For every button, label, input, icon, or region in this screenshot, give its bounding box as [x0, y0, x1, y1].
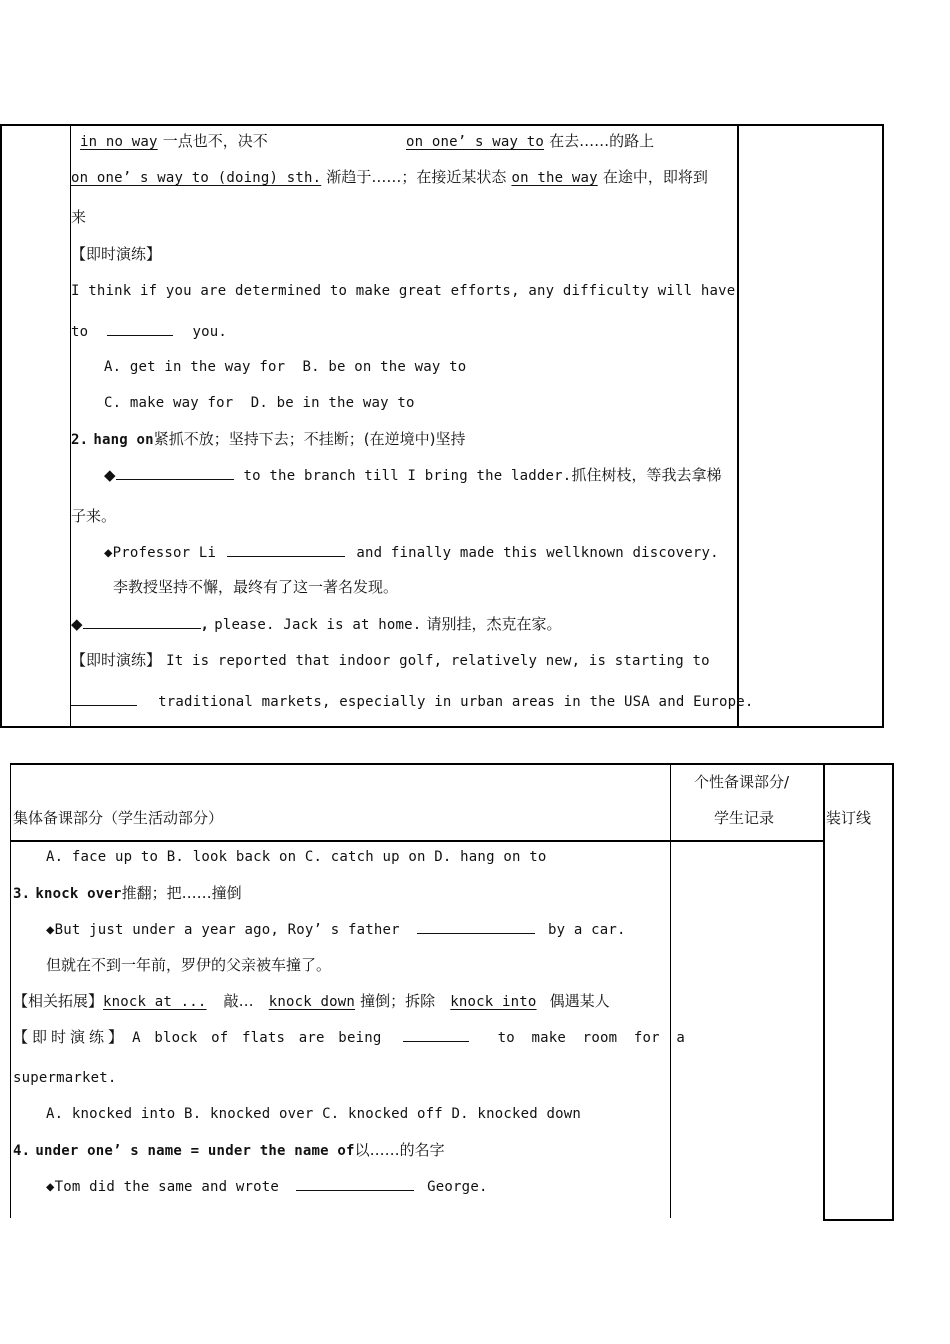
extension-line — [13, 991, 610, 1012]
answer-blank[interactable] — [116, 465, 234, 480]
practice-question — [71, 650, 710, 671]
example-text: , — [200, 617, 210, 633]
option-b: B. be on the way to — [302, 359, 467, 375]
table-divider — [10, 763, 11, 1218]
question-text: you. — [192, 324, 227, 340]
phrase: in no way — [80, 134, 158, 150]
answer-blank[interactable] — [83, 614, 201, 629]
example-line — [104, 465, 721, 486]
answer-blank[interactable] — [71, 691, 137, 706]
table-top — [0, 124, 884, 728]
vocab-line-2 — [71, 167, 708, 188]
example-line — [46, 1176, 488, 1197]
meaning: 渐趋于……；在接近某状态 — [326, 168, 507, 186]
option-line — [104, 393, 415, 413]
phrase: knock down — [268, 994, 356, 1010]
vocab-line-1b — [406, 131, 654, 152]
question-text: A block of flats are being — [132, 1030, 382, 1046]
answer-blank[interactable] — [107, 321, 173, 336]
table-divider — [892, 763, 894, 1221]
phrase: knock into — [450, 994, 537, 1010]
header-group-prep: 集体备课部分（学生活动部分） — [13, 809, 224, 827]
practice-label: 【即时演练】 — [13, 1028, 128, 1046]
example-text: George. — [427, 1179, 488, 1195]
option-line: A. knocked into B. knocked over C. knocked off D. knocked down — [46, 1106, 581, 1122]
item-number: 2. — [71, 432, 89, 448]
item-phrase: under one’ s name = under the name of — [35, 1143, 355, 1159]
example-text: please. Jack is at home. — [214, 617, 422, 633]
example-text: ◆But just under a year ago, Roy’ s father — [46, 922, 400, 938]
option-a: A. get in the way for — [104, 359, 286, 375]
phrase: knock at ... — [103, 994, 207, 1010]
answer-blank[interactable] — [296, 1176, 414, 1191]
example-translation: 子来。 — [71, 507, 117, 525]
item-meaning: 推翻；把……撞倒 — [121, 884, 242, 902]
table-divider — [670, 763, 671, 1218]
header-binding-line: 装订线 — [826, 809, 872, 827]
meaning: 在去……的路上 — [549, 132, 655, 150]
item-phrase: hang on — [93, 432, 154, 448]
item-heading — [71, 429, 465, 450]
option-d: D. be in the way to — [250, 395, 415, 411]
table-divider — [823, 763, 825, 1221]
meaning: 偶遇某人 — [549, 992, 610, 1010]
answer-blank[interactable] — [417, 919, 535, 934]
vocab-line-1 — [80, 131, 268, 152]
option-line: A. face up to B. look back on C. catch up on D. hang on to — [46, 849, 547, 865]
answer-blank[interactable] — [227, 542, 345, 557]
phrase: on the way — [511, 170, 598, 186]
table-border — [823, 1219, 894, 1221]
table-border — [824, 763, 894, 765]
bullet-icon: ◆ — [104, 466, 116, 484]
example-text: ◆Professor Li — [104, 545, 217, 561]
item-meaning: 以……的名字 — [354, 1141, 445, 1159]
example-text: to the branch till I bring the ladder. — [243, 468, 572, 484]
item-number: 3. — [13, 886, 31, 902]
meaning: 敲… — [223, 992, 254, 1010]
table-border — [10, 763, 824, 765]
header-personal-prep: 个性备课部分/ — [694, 773, 790, 791]
example-line — [104, 542, 719, 563]
phrase: on one’ s way to — [406, 134, 545, 150]
item-phrase: knock over — [35, 886, 122, 902]
question-text: traditional markets, especially in urban areas in the USA and Europe. — [158, 694, 754, 710]
item-number: 4. — [13, 1143, 31, 1159]
practice-question-2 — [71, 691, 753, 712]
question-text: It is reported that indoor golf, relatively new, is starting to — [166, 653, 710, 669]
item-heading — [13, 1140, 445, 1161]
example-line — [71, 614, 561, 635]
example-translation: 但就在不到一年前，罗伊的父亲被车撞了。 — [46, 956, 332, 974]
meaning: 在途中，即将到 — [602, 168, 708, 186]
example-text: and finally made this wellknown discovery. — [356, 545, 719, 561]
question-text: to make room for a — [497, 1030, 685, 1046]
example-translation: 李教授坚持不懈，最终有了这一著名发现。 — [113, 578, 399, 596]
table-border — [10, 840, 824, 842]
question-text: I think if you are determined to make great efforts, any difficulty will have — [71, 283, 736, 299]
table-divider — [737, 126, 739, 726]
item-meaning: 紧抓不放；坚持下去；不挂断；(在逆境中)坚持 — [153, 430, 466, 448]
meaning: 一点也不，决不 — [162, 132, 268, 150]
practice-label: 【即时演练】 — [71, 651, 162, 669]
practice-label: 【即时演练】 — [71, 245, 162, 263]
practice-question — [13, 1027, 685, 1048]
header-student-notes: 学生记录 — [714, 809, 775, 827]
question-text: to — [71, 324, 89, 340]
example-translation: 请别挂，杰克在家。 — [426, 615, 562, 633]
example-line — [46, 919, 626, 940]
bullet-icon: ◆ — [71, 615, 83, 633]
example-text: by a car. — [547, 922, 626, 938]
phrase: on one’ s way to (doing) sth. — [71, 170, 322, 186]
vocab-line-3: 来 — [71, 208, 87, 226]
item-heading — [13, 883, 242, 904]
answer-blank[interactable] — [403, 1027, 469, 1042]
option-line — [104, 357, 466, 377]
question-text: supermarket. — [13, 1070, 117, 1086]
question-line-2 — [71, 321, 227, 342]
meaning: 撞倒；拆除 — [360, 992, 436, 1010]
example-translation: 抓住树枝，等我去拿梯 — [571, 466, 722, 484]
example-text: ◆Tom did the same and wrote — [46, 1179, 279, 1195]
option-c: C. make way for — [104, 395, 234, 411]
extension-label: 【相关拓展】 — [13, 992, 104, 1010]
